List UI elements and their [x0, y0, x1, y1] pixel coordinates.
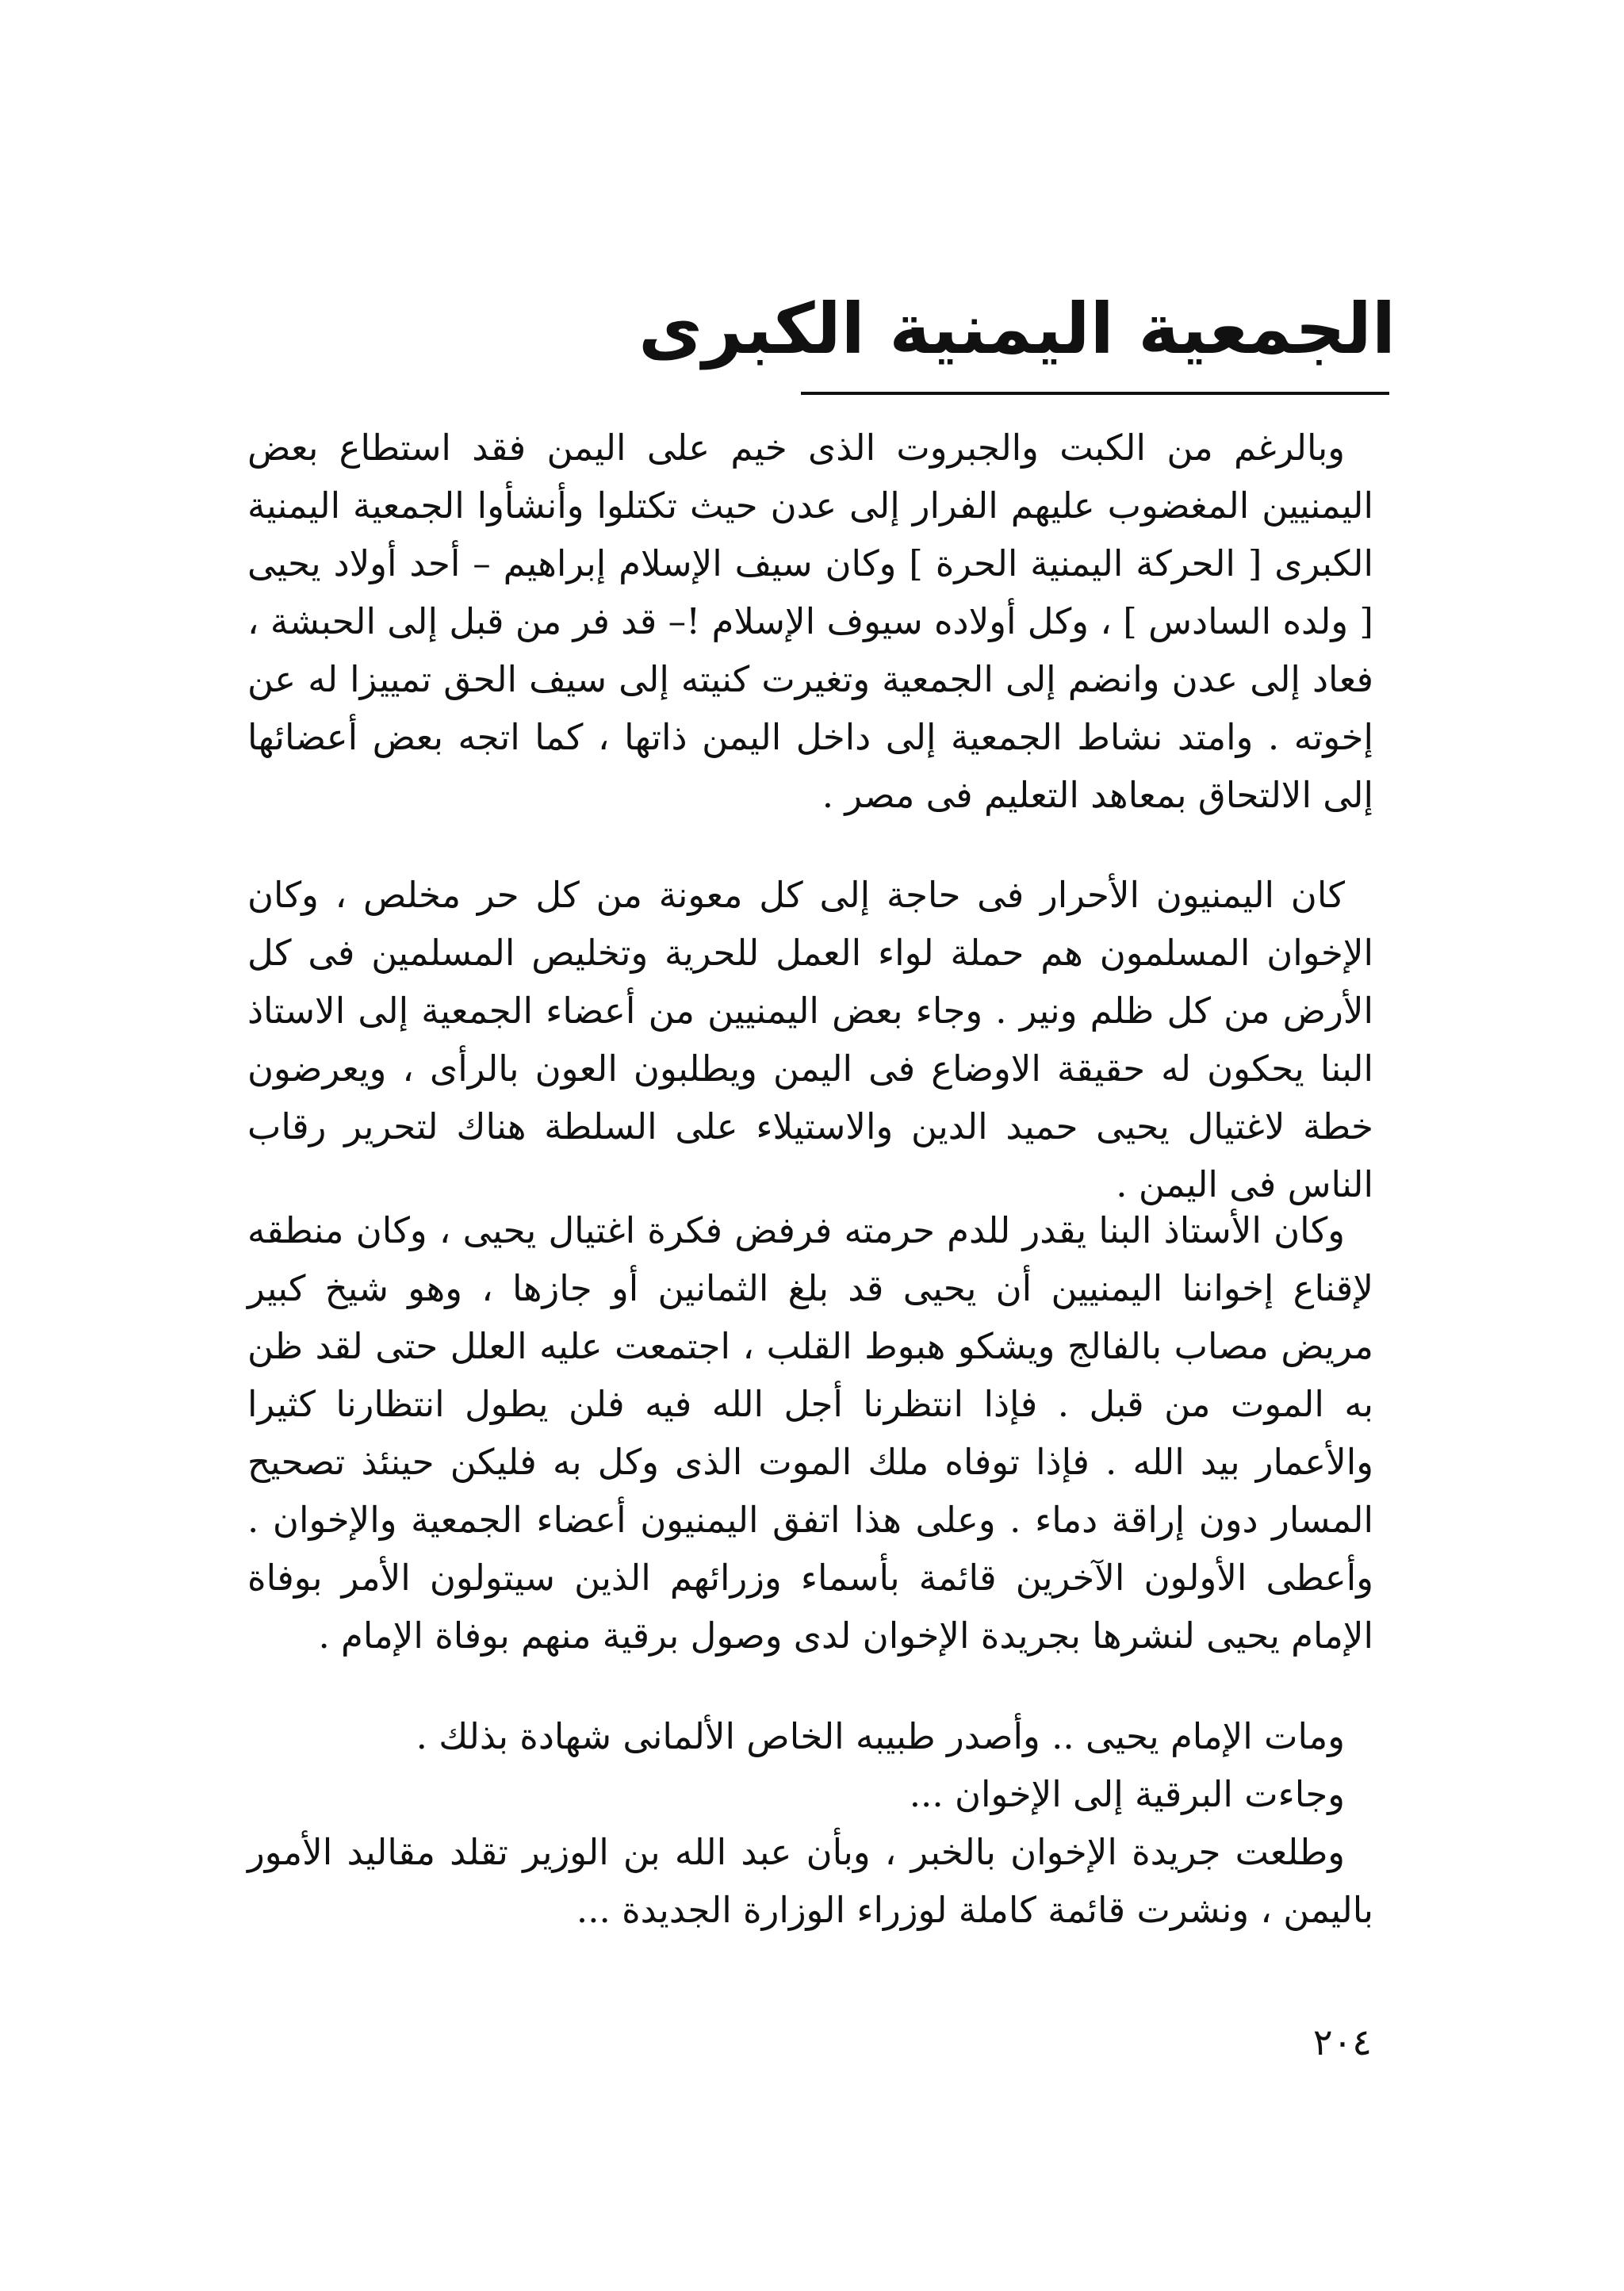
paragraph-text: وبالرغم من الكبت والجبروت الذى خيم على اليمن فقد استطاع بعض اليمنيين المغضوب عليهم الفرار إلى عدن حيث تكتلوا وأنشأوا الجمعية اليمنية الكبرى [ الحركة اليمنية الحرة ] وكان سيف الإسلام إبراهيم – أحد أولاد يحيى [ ولده السادس ] ، وكل أولاده سيوف الإسلام !– قد فر من قبل إلى الحبشة ، فعاد إلى عدن وانضم إلى الجمعية وتغيرت كنيته إلى سيف الحق تمييزا له عن إخوته . وامتد نشاط الجمعية إلى داخل اليمن ذاتها ، كما اتجه بعض أعضائها إلى الالتحاق بمعاهد التعليم فى مصر .	[247, 427, 1373, 816]
paragraph-text: كان اليمنيون الأحرار فى حاجة إلى كل معونة من كل حر مخلص ، وكان الإخوان المسلمون هم حملة لواء العمل للحرية وتخليص المسلمين فى كل الأرض من كل ظلم ونير . وجاء بعض اليمنيين من أعضاء الجمعية إلى الاستاذ البنا يحكون له حقيقة الاوضاع فى اليمن ويطلبون العون بالرأى ، ويعرضون خطة لاغتيال يحيى حميد الدين والاستيلاء على السلطة هناك لتحرير رقاب الناس فى اليمن .	[247, 874, 1373, 1205]
paragraph-newspaper	[247, 1823, 1373, 1939]
telegram-line: وجاءت البرقية إلى الإخوان ...	[909, 1773, 1345, 1815]
death-line: ومات الإمام يحيى .. وأصدر طبيبه الخاص الألمانى شهادة بذلك .	[416, 1715, 1345, 1757]
paragraph-text: وطلعت جريدة الإخوان بالخبر ، وبأن عبد الله بن الوزير تقلد مقاليد الأمور باليمن ، ونشرت قائمة كاملة لوزراء الوزارة الجديدة ...	[247, 1831, 1373, 1931]
page-number: ٢٠٤	[1312, 2021, 1372, 2063]
paragraph-free-yemenis	[247, 866, 1373, 1213]
chapter-title: الجمعية اليمنية الكبرى	[638, 288, 1396, 370]
paragraph-banna-position	[247, 1201, 1373, 1665]
paragraph-aden-society	[247, 419, 1373, 824]
title-underline	[801, 392, 1389, 395]
paragraph-text: وكان الأستاذ البنا يقدر للدم حرمته فرفض فكرة اغتيال يحيى ، وكان منطقه لإقناع إخواننا اليمنيين أن يحيى قد بلغ الثمانين أو جازها ، وهو شيخ كبير مريض مصاب بالفالج ويشكو هبوط القلب ، اجتمعت عليه العلل حتى لقد ظن به الموت من قبل . فإذا انتظرنا أجل الله فيه فلن يطول انتظارنا كثيرا والأعمار بيد الله . فإذا توفاه ملك الموت الذى وكل به فليكن حينئذ تصحيح المسار دون إراقة دماء . وعلى هذا اتفق اليمنيون أعضاء الجمعية والإخوان . وأعطى الأولون الآخرين قائمة بأسماء وزرائهم الذين سيتولون الأمر بوفاة الإمام يحيى لنشرها بجريدة الإخوان لدى وصول برقية منهم بوفاة الإمام .	[247, 1209, 1373, 1657]
